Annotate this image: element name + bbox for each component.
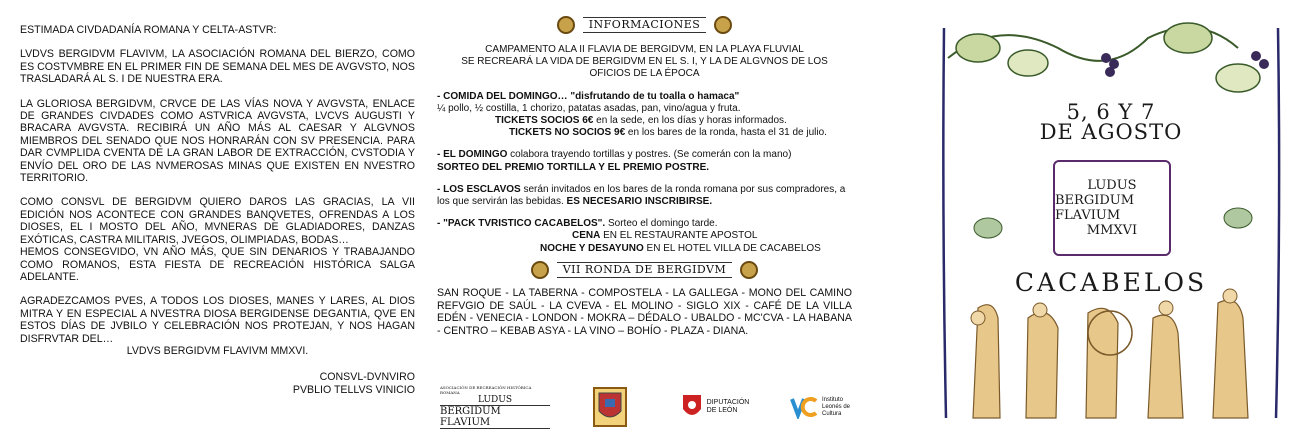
camp-line: CAMPAMENTO ALA II FLAVIA DE BERGIDVM, EN LA PLAYA FLUVIAL: [485, 44, 804, 55]
letter-paragraph: COMO CONSVL DE BERGIDVM QUIERO DAROS LAS GRACIAS, LA VII EDICIÓN NOS ACONTECE CON GRANDES BANQVETES, OFRENDAS A LOS DIOSES, EL I MOSTO DEL AÑO, MVNERAS DE GLADIADORES, DANZAS EXÓTICAS, CASTRA MILITARIS, JVEGOS, OLIMPIADAS, BODAS… HEMOS CONSEGVIDO, VN AÑO MÁS, QUE SIN DENARIOS Y TRABAJANDO COMO ROMANOS, ESTA FIESTA DE RECREACIÓN HISTÓRICA SALGA ADELANTE.: [20, 196, 415, 283]
esclavos-label: - LOS ESCLAVOS: [437, 183, 521, 195]
plaque-line2: BERGIDUM FLAVIUM: [1055, 193, 1135, 223]
dates-month: DE AGOSTO: [1039, 120, 1183, 144]
cover-panel: [938, 18, 1284, 430]
letter-paragraph: LA GLORIOSA BERGIDVM, CRVCE DE LAS VÍAS NOVA Y AVGVSTA, ENLACE DE GRANDES CIVDADES COMO ASTVRICA AVGVSTA, LVCVS AUGUSTI Y BRACARA AVGVSTA. RECIBIRÁ UN AÑO MÁS AL CAESAR Y ALGVNOS MIEMBROS DEL SENADO QUE NOS HONRARÁN CON SV PRESENCIA. PARA DAR CVMPLIDA CVENTA DE LA GRAN LABOR DE EXTRACCIÓN, CVSTODIA Y ENVÍO DEL ORO DE LAS NVMEROSAS MINAS QUE EXISTEN EN NVESTRO TERRITORIO.: [20, 97, 415, 185]
camp-line: OFICIOS DE LA ÉPOCA: [589, 68, 700, 80]
tickets-nosocios-label: TICKETS NO SOCIOS 9€: [509, 127, 626, 139]
cacabelos-shield-logo: [590, 384, 630, 430]
ludus-logo-line2: BERGIDUM FLAVIUM: [440, 405, 550, 429]
tickets-socios-label: TICKETS SOCIOS 6€: [495, 115, 594, 127]
ilc-line3: Cultura: [821, 410, 842, 417]
ilc-line1: Instituto: [821, 396, 843, 403]
camp-line: SE RECREARÁ LA VIDA DE BERGIDVM EN EL S. I, Y LA DE ALGVNOS DE LOS: [461, 56, 828, 68]
ilc-line2: Leonés de: [821, 403, 851, 410]
comida-menu: ¼ pollo, ½ costilla, 1 chorizo, patatas asadas, pan, vino/agua y fruta.: [437, 102, 741, 114]
pack-label: - "PACK TVRISTICO CACABELOS".: [437, 218, 606, 230]
comida-title: - COMIDA DEL DOMINGO… "disfrutando de tu toalla o hamaca": [437, 90, 740, 102]
diputacion-line1: DIPUTACIÓN: [706, 399, 750, 406]
esclavos-section: [437, 184, 852, 208]
pack-text: Sorteo el domingo tarde.: [605, 218, 718, 230]
ilc-logo: [785, 384, 855, 430]
shield-icon: [593, 387, 627, 427]
noche-label: NOCHE Y DESAYUNO: [540, 242, 644, 254]
plaque-line3: MMXVI: [1086, 223, 1138, 238]
info-banner-title: INFORMACIONES: [583, 17, 707, 33]
sorteo-text: SORTEO DEL PREMIO TORTILLA Y EL PREMIO POSTRE.: [437, 161, 710, 173]
plaque-line1: LUDUS: [1087, 178, 1137, 193]
signature-title: CONSVL-DVNVIRO: [319, 371, 415, 384]
dates-days: 5, 6 Y 7: [1066, 100, 1156, 124]
salutation: ESTIMADA CIVDADANÍA ROMANA Y CELTA-ASTVR:: [20, 24, 277, 36]
domingo-text: colabora trayendo tortillas y postres. (Se comerán con la mano): [507, 149, 792, 161]
ilc-mark-icon: [790, 395, 818, 419]
cena-label: CENA: [572, 230, 601, 242]
ludus-logo-caption: ASOCIACIÓN DE RECREACIÓN HISTÓRICA ROMANA: [440, 385, 532, 395]
ludus-logo-line1: LUDUS: [477, 395, 513, 405]
tickets-nosocios-text: en los bares de la ronda, hasta el 31 de julio.: [625, 127, 827, 139]
sponsor-logos: [440, 384, 855, 430]
esclavos-note: ES NECESARIO INSCRIBIRSE.: [566, 196, 713, 208]
comida-section: [437, 91, 852, 140]
letter-paragraph: LVDVS BERGIDVM FLAVIVM, LA ASOCIACIÓN ROMANA DEL BIERZO, COMO ES COSTVMBRE EN EL PRIMER FIN DE SEMANA DEL MES DE AVGVSTO, NOS TRASLADARÁ AL S. I DE NUESTRA ERA.: [20, 48, 415, 86]
signature-association: LVDVS BERGIDVM FLAVIVM MMXVI.: [126, 344, 309, 357]
ludus-plaque: [1053, 160, 1171, 256]
info-panel: [437, 14, 852, 338]
pack-section: [437, 218, 852, 255]
helmet-icon: [531, 261, 549, 279]
diputacion-line2: DE LEÓN: [706, 407, 738, 414]
lion-crest-icon: [681, 393, 703, 421]
ronda-banner: [437, 259, 852, 281]
ronda-bars-list: SAN ROQUE - LA TABERNA - COMPOSTELA - LA GALLEGA - MONO DEL CAMINO REFVGIO DE SAÚL - LA CVEVA - EL MOLINO - SIGLO XIX - CAFÉ DE LA VILLA EDÉN - VENECIA - LONDON - MOKRA – DÉDALO - UBALDO - MC'CVA - LA HABANA - CENTRO – KEBAB ASYA - LA VINO – BOHÍO - PLAZA - DIANA.: [437, 286, 852, 338]
helmet-icon: [714, 16, 732, 34]
letter-panel: [20, 24, 415, 396]
town-title: CACABELOS: [1014, 268, 1208, 297]
helmet-icon: [557, 16, 575, 34]
domingo-label: - EL DOMINGO: [437, 149, 508, 161]
domingo-section: [437, 149, 852, 173]
ronda-banner-title: VII RONDA DE BERGIDVM: [557, 262, 733, 278]
helmet-icon: [740, 261, 758, 279]
tickets-socios-text: en la sede, en los días y horas informados.: [593, 115, 787, 127]
diputacion-leon-logo: [670, 384, 760, 430]
signature-name: PVBLIO TELLVS VINICIO: [292, 383, 415, 396]
noche-text: EN EL HOTEL VILLA DE CACABELOS: [643, 242, 821, 254]
ludus-logo: [440, 384, 550, 430]
info-banner: [437, 14, 852, 36]
festival-dates: [938, 102, 1284, 142]
esclavos-text: serán invitados en los bares de la ronda romana por sus compradores, a los que servirán las bebidas.: [437, 183, 846, 208]
cena-text: EN EL RESTAURANTE APOSTOL: [600, 230, 758, 242]
letter-paragraph: AGRADEZCAMOS PVES, A TODOS LOS DIOSES, MANES Y LARES, AL DIOS MITRA Y EN ESPECIAL A NVESTRA DIOSA BERGIDENSE DEGANTIA, QVE EN ESTOS DÍAS DE JVBILO Y CELEBRACIÓN NOS PROTEJAN, Y NOS HAGAN DISFRVTAR DEL…: [20, 295, 415, 345]
